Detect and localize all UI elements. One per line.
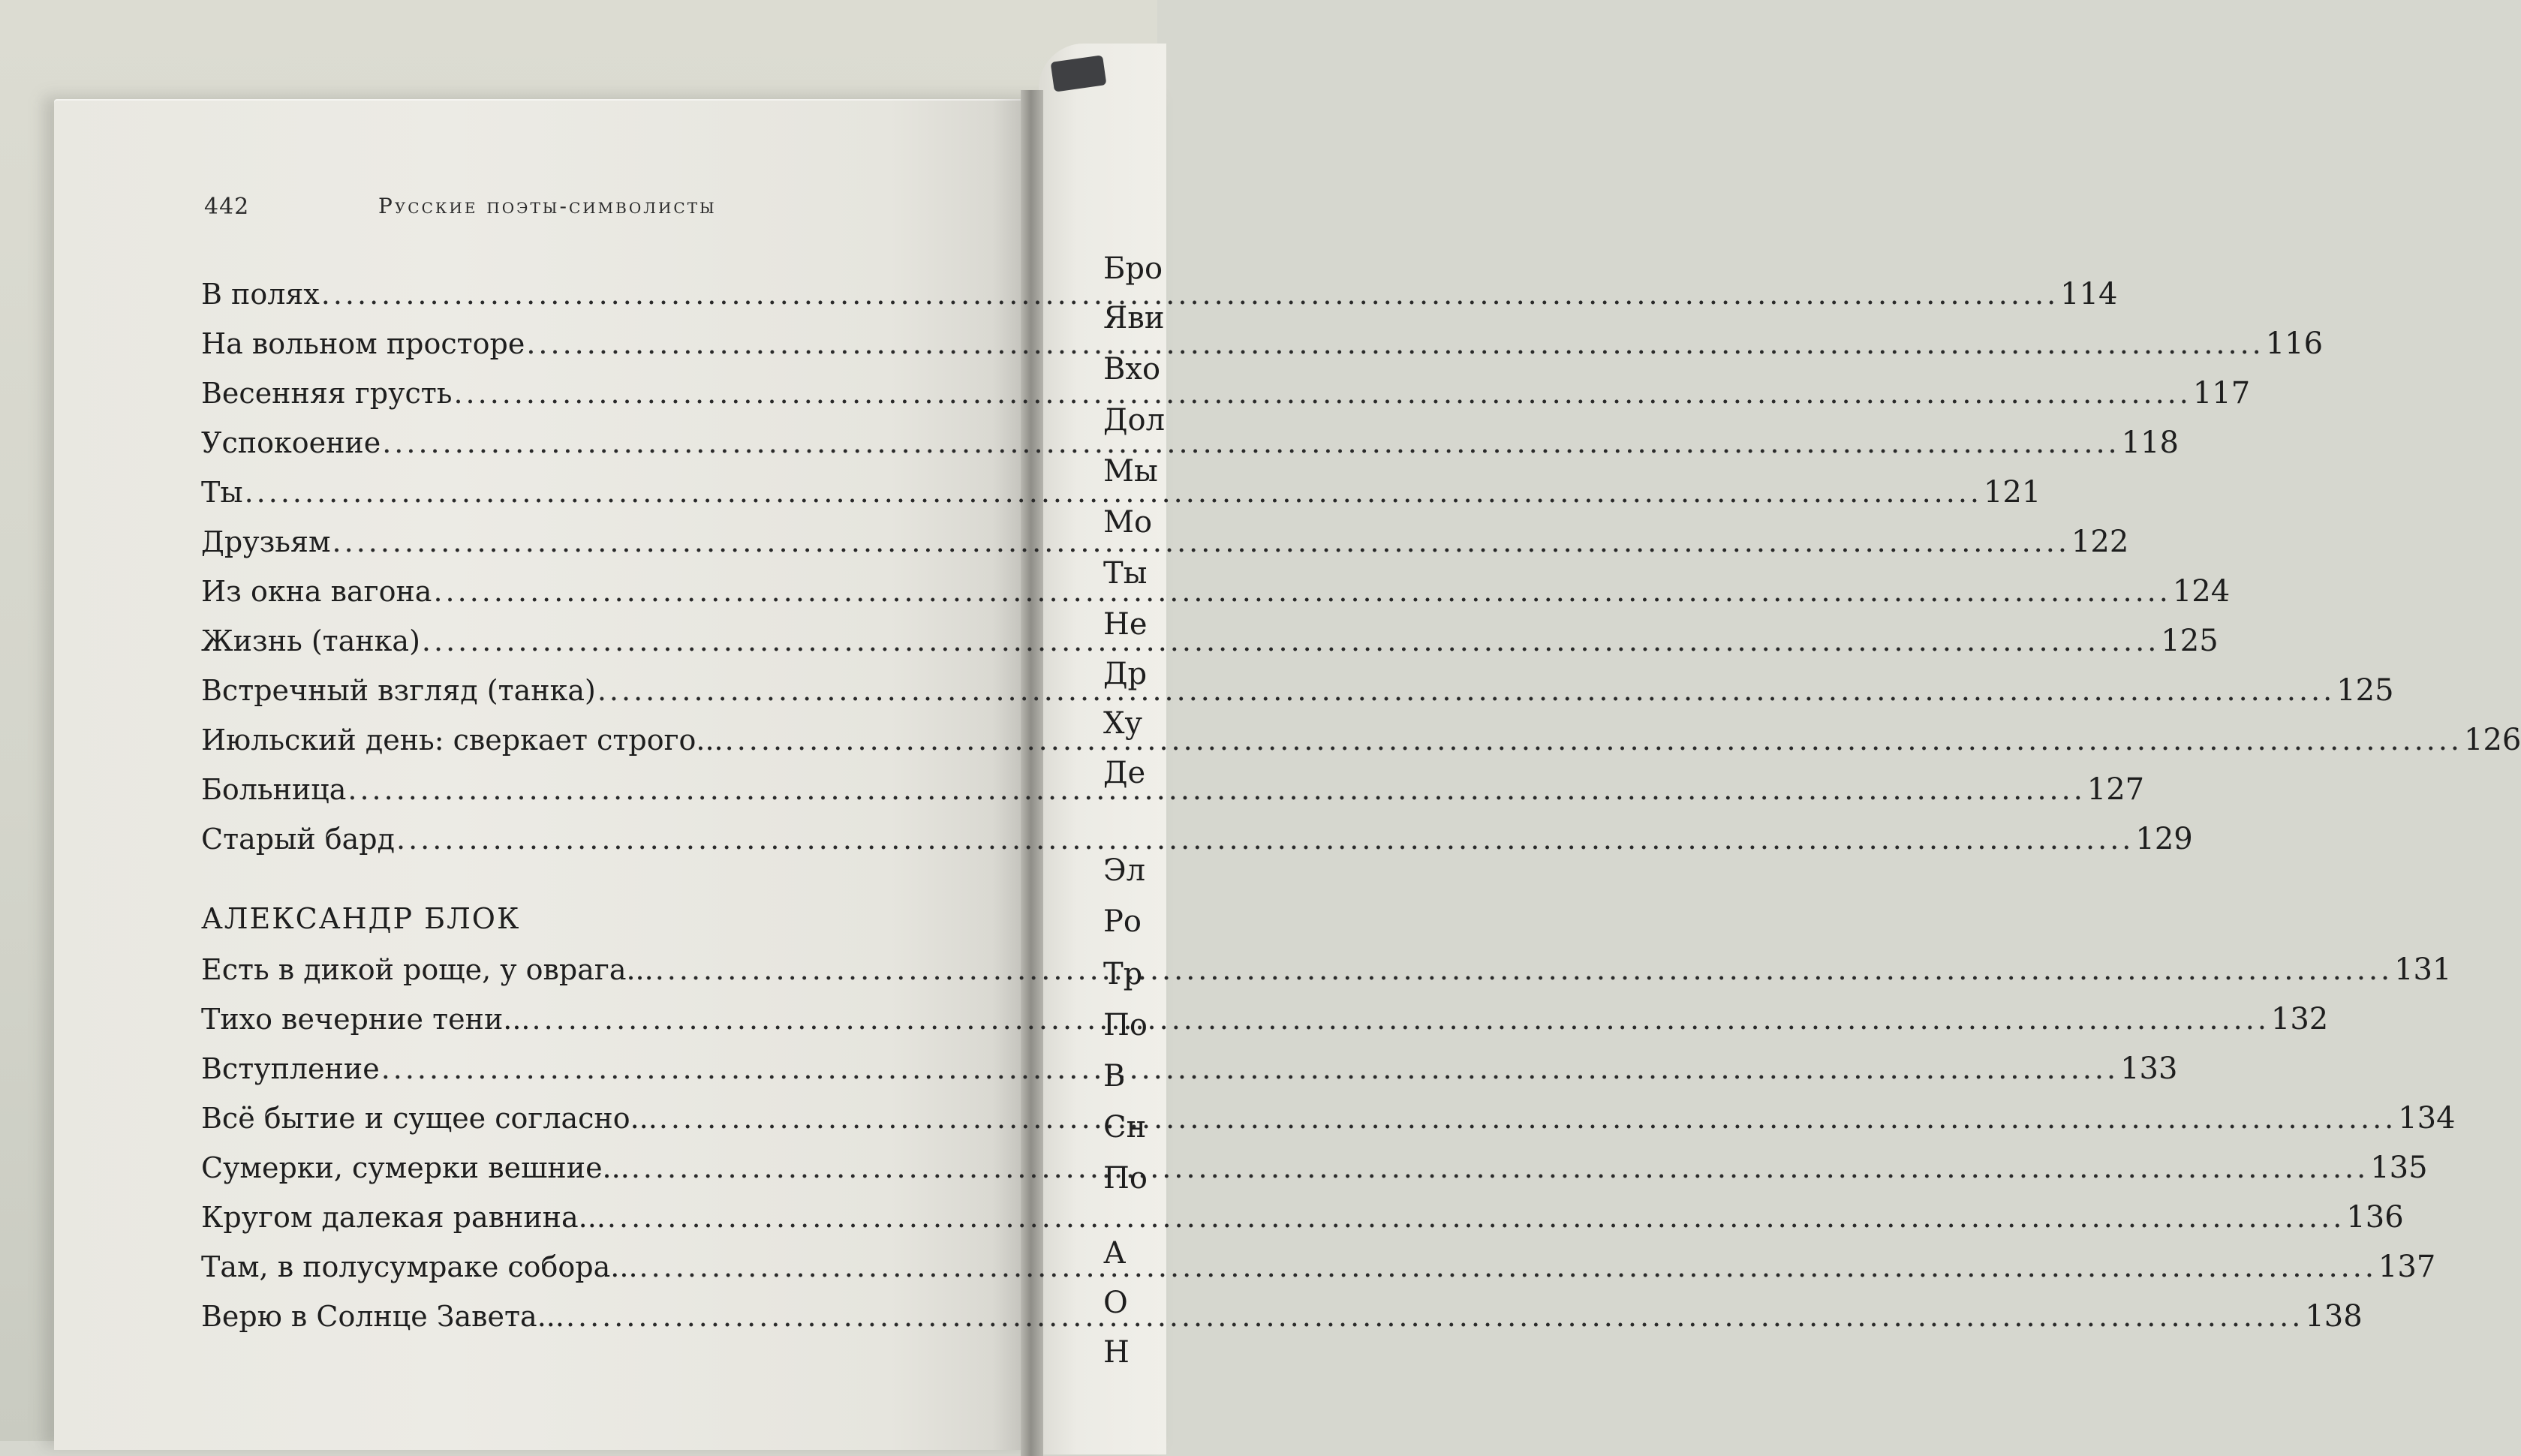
toc-entry-title: Вступление — [201, 1052, 380, 1085]
dot-leader — [526, 323, 2264, 365]
toc-entry-title: Весенняя грусть — [201, 377, 453, 410]
toc-entry-page: 134 — [2398, 1101, 2456, 1136]
toc-entry-title: В полях — [201, 278, 320, 311]
facing-page-fragment: По — [1103, 1008, 1148, 1042]
toc-entry-page: 137 — [2378, 1250, 2436, 1284]
toc-entry-title: Всё бытие и сущее согласно... — [201, 1102, 657, 1135]
facing-page-fragment: Бро — [1103, 251, 1163, 286]
toc-entry-title: Июльский день: сверкает строго... — [201, 723, 724, 757]
toc-entry-page: 133 — [2120, 1051, 2178, 1086]
facing-page-fragment: Дол — [1103, 403, 1166, 438]
toc-entry — [201, 323, 2324, 365]
dot-leader — [597, 669, 2335, 711]
toc-entry-page: 125 — [2336, 673, 2394, 708]
dot-leader — [347, 769, 2085, 811]
toc-entry — [201, 1246, 2436, 1288]
toc-entry-page: 136 — [2346, 1200, 2404, 1235]
facing-page-fragment: Де — [1103, 756, 1146, 790]
dot-leader — [396, 818, 2134, 860]
toc-entry-title: Тихо вечерние тени... — [201, 1003, 531, 1036]
toc-entry — [201, 422, 2179, 464]
dot-leader — [639, 1246, 2377, 1288]
dot-leader — [332, 521, 2070, 563]
facing-page-fragment: Др — [1103, 657, 1148, 691]
dot-leader — [453, 372, 2191, 414]
toc-entry-page: 138 — [2305, 1299, 2363, 1334]
facing-page-fragment: Яви — [1103, 301, 1165, 335]
dot-leader — [566, 1295, 2303, 1337]
toc-entry — [201, 818, 2193, 860]
toc-entry — [201, 372, 2251, 414]
facing-page-fragment: О — [1103, 1286, 1128, 1320]
facing-page-fragment: По — [1103, 1161, 1148, 1196]
dot-leader — [659, 1097, 2396, 1139]
toc-entry — [201, 1295, 2363, 1337]
toc-entry-title: Ты — [201, 476, 243, 509]
toc-entry-title: Сумерки, сумерки вешние... — [201, 1151, 630, 1184]
toc-entry-title: Есть в дикой роще, у оврага... — [201, 953, 654, 986]
dot-leader — [422, 620, 2159, 662]
facing-page-fragment: Мо — [1103, 505, 1153, 540]
toc-entry-title: Там, в полусумраке собора... — [201, 1250, 638, 1283]
dot-leader — [381, 1048, 2119, 1090]
toc-entry — [201, 1097, 2456, 1139]
toc-entry-title: Верю в Солнце Завета... — [201, 1300, 564, 1333]
facing-page-fragment: Ты — [1103, 556, 1148, 591]
toc-entry-title: Встречный взгляд (танка) — [201, 674, 596, 707]
facing-page-fragment: Ху — [1103, 706, 1143, 741]
dot-leader — [607, 1196, 2345, 1238]
toc-entry-title: Жизнь (танка) — [201, 624, 420, 657]
toc-entry — [201, 273, 2118, 315]
toc-entry-page: 117 — [2192, 376, 2251, 411]
toc-entry-page: 122 — [2071, 525, 2129, 559]
facing-page-fragment: Вхо — [1103, 352, 1161, 387]
page-number: 442 — [204, 194, 250, 220]
toc-entry-page: 127 — [2086, 772, 2145, 807]
toc-entry-title: На вольном просторе — [201, 327, 525, 360]
toc-entry-page: 129 — [2135, 822, 2193, 856]
dot-leader — [382, 422, 2119, 464]
facing-page-fragment: Мы — [1103, 454, 1158, 489]
facing-page-fragment: Ро — [1103, 904, 1142, 939]
dot-leader — [321, 273, 2059, 315]
running-head — [204, 194, 775, 224]
running-title: Русские поэты-символисты — [378, 194, 717, 218]
toc-entry — [201, 1048, 2178, 1090]
toc-entry — [201, 1196, 2404, 1238]
toc-entry-page: 118 — [2121, 426, 2179, 460]
toc-entry-title: Кругом далекая равнина... — [201, 1201, 606, 1234]
toc-entry-title: Больница — [201, 773, 347, 806]
toc-entry-title: Успокоение — [201, 426, 381, 459]
author-heading: АЛЕКСАНДР БЛОК — [201, 902, 521, 935]
dot-leader — [532, 998, 2270, 1040]
toc-entry-title: Из окна вагона — [201, 575, 432, 608]
facing-page-fragment: Не — [1103, 607, 1148, 642]
facing-page-fragment: Эл — [1103, 853, 1146, 888]
toc-entry-page: 121 — [1983, 475, 2041, 510]
dot-leader — [655, 949, 2393, 991]
toc-entry-page: 125 — [2161, 624, 2219, 658]
dot-leader — [631, 1147, 2369, 1189]
facing-page-fragment: Н — [1103, 1335, 1130, 1370]
toc-entry-page: 114 — [2060, 277, 2118, 311]
toc-entry-page: 135 — [2370, 1151, 2428, 1185]
facing-page-fragment: В — [1103, 1059, 1126, 1094]
toc-entry-page: 126 — [2464, 723, 2521, 757]
toc-entry-title: Друзьям — [201, 525, 331, 558]
facing-page-fragment: Сн — [1103, 1110, 1147, 1145]
toc-entry-page: 131 — [2394, 952, 2452, 987]
facing-page-fragment: Тр — [1103, 957, 1143, 991]
dot-leader — [725, 719, 2462, 761]
facing-page-fragment: А — [1103, 1236, 1127, 1271]
dot-leader — [433, 570, 2171, 612]
toc-entry-title: Старый бард — [201, 823, 395, 856]
toc-entry-page: 124 — [2172, 574, 2231, 609]
toc-entry-page: 132 — [2270, 1002, 2329, 1036]
toc-entry-page: 116 — [2265, 326, 2324, 361]
